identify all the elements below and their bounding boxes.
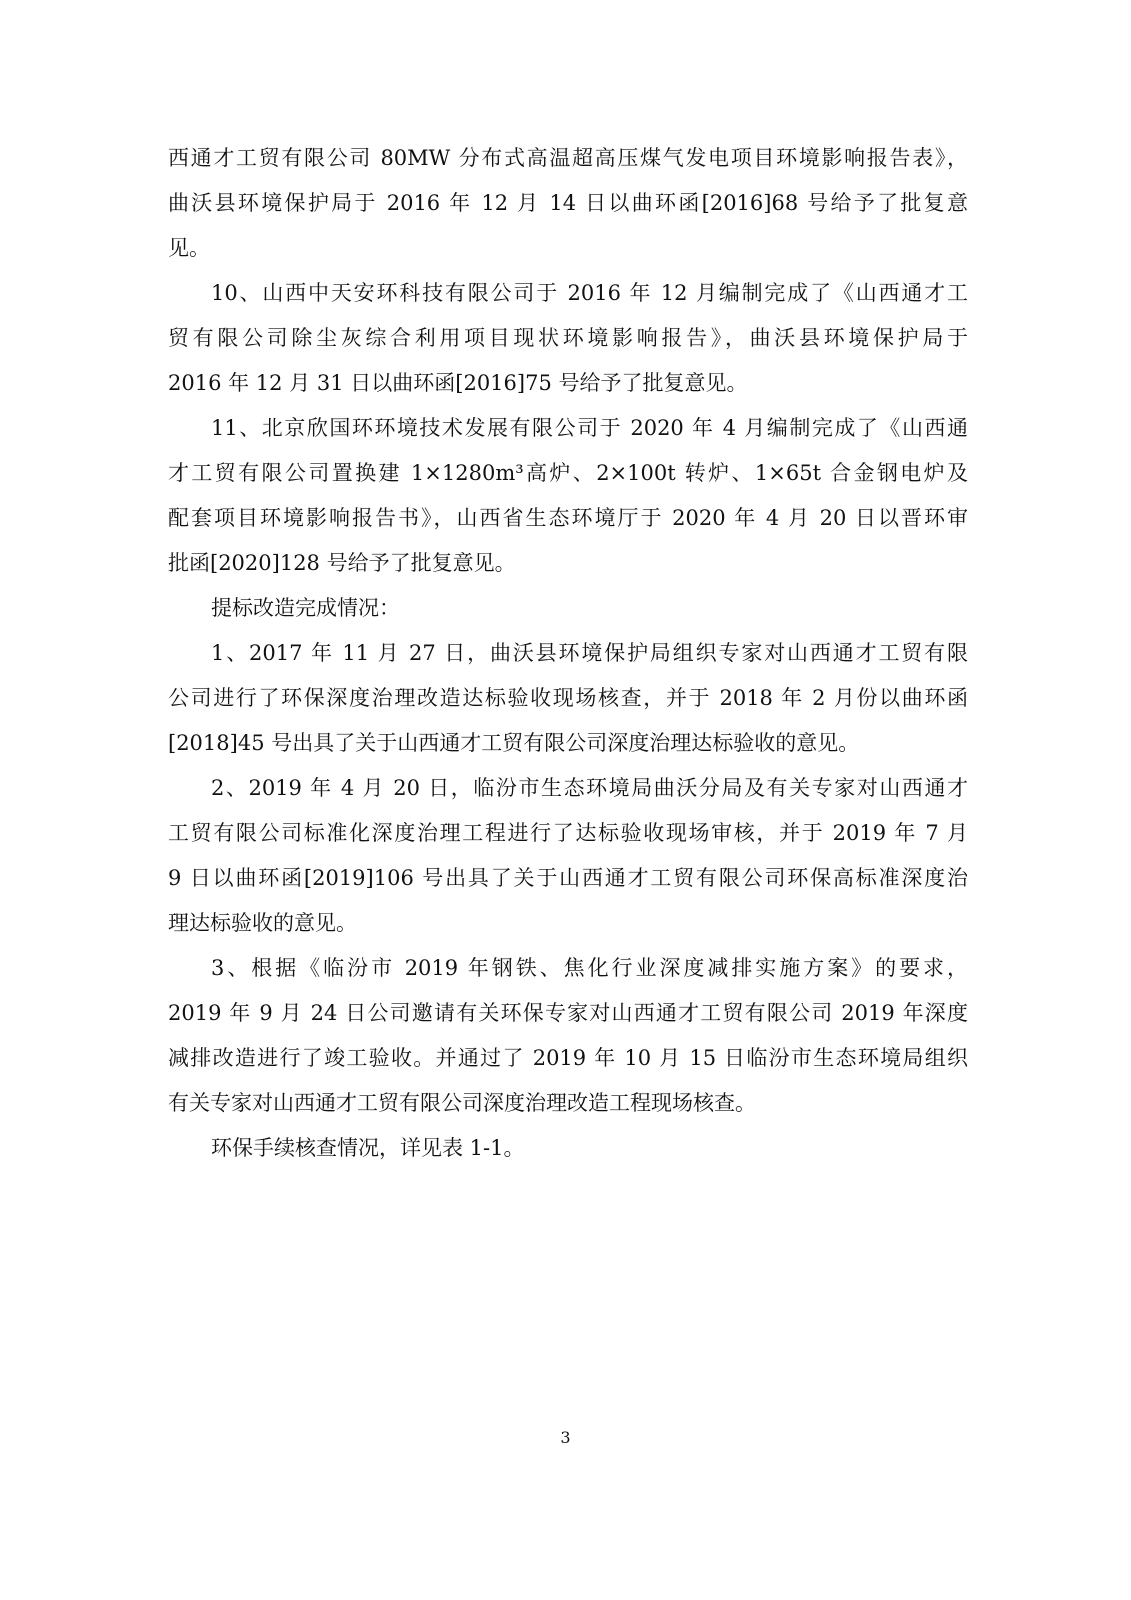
text-line: 工贸有限公司标准化深度治理工程进行了达标验收现场审核，并于 2019 年 7 月 — [168, 821, 968, 845]
section-heading: 提标改造完成情况： — [211, 596, 400, 620]
page-number: 3 — [560, 1428, 571, 1447]
text-line: 才工贸有限公司置换建 1×1280m³高炉、2×100t 转炉、1×65t 合金钢电炉及 — [168, 461, 968, 485]
text-line: 西通才工贸有限公司 80MW 分布式高温超高压煤气发电项目环境影响报告表》， — [168, 146, 968, 170]
text-line: 贸有限公司除尘灰综合利用项目现状环境影响报告》，曲沃县环境保护局于 — [168, 326, 968, 350]
paragraph-10-start: 10、山西中天安环科技有限公司于 2016 年 12 月编制完成了《山西通才工 — [211, 281, 968, 305]
text-line: 理达标验收的意见。 — [168, 911, 357, 935]
paragraph-3-start: 3、根据《临汾市 2019 年钢铁、焦化行业深度减排实施方案》的要求， — [211, 956, 968, 980]
text-line: 减排改造进行了竣工验收。并通过了 2019 年 10 月 15 日临汾市生态环境局组织 — [168, 1046, 968, 1070]
text-line: 9 日以曲环函[2019]106 号出具了关于山西通才工贸有限公司环保高标准深度治 — [168, 866, 968, 890]
text-line: [2018]45 号出具了关于山西通才工贸有限公司深度治理达标验收的意见。 — [168, 731, 860, 755]
text-line: 配套项目环境影响报告书》，山西省生态环境厅于 2020 年 4 月 20 日以晋环审 — [168, 506, 968, 530]
paragraph-1-start: 1、2017 年 11 月 27 日，曲沃县环境保护局组织专家对山西通才工贸有限 — [211, 641, 968, 665]
text-line: 曲沃县环境保护局于 2016 年 12 月 14 日以曲环函[2016]68 号给予了批复意 — [168, 191, 968, 215]
paragraph-2-start: 2、2019 年 4 月 20 日，临汾市生态环境局曲沃分局及有关专家对山西通才 — [211, 776, 968, 800]
body-text — [168, 136, 968, 1171]
text-line: 见。 — [168, 236, 210, 260]
text-line: 2016 年 12 月 31 日以曲环函[2016]75 号给予了批复意见。 — [168, 371, 748, 395]
text-line: 2019 年 9 月 24 日公司邀请有关环保专家对山西通才工贸有限公司 2019 年深度 — [168, 1001, 968, 1025]
paragraph-11-start: 11、北京欣国环环境技术发展有限公司于 2020 年 4 月编制完成了《山西通 — [211, 416, 968, 440]
text-line: 批函[2020]128 号给予了批复意见。 — [168, 551, 516, 575]
closing-line: 环保手续核查情况，详见表 1-1。 — [211, 1136, 525, 1160]
text-line: 公司进行了环保深度治理改造达标验收现场核查，并于 2018 年 2 月份以曲环函 — [168, 686, 968, 710]
text-line: 有关专家对山西通才工贸有限公司深度治理改造工程现场核查。 — [168, 1091, 756, 1115]
